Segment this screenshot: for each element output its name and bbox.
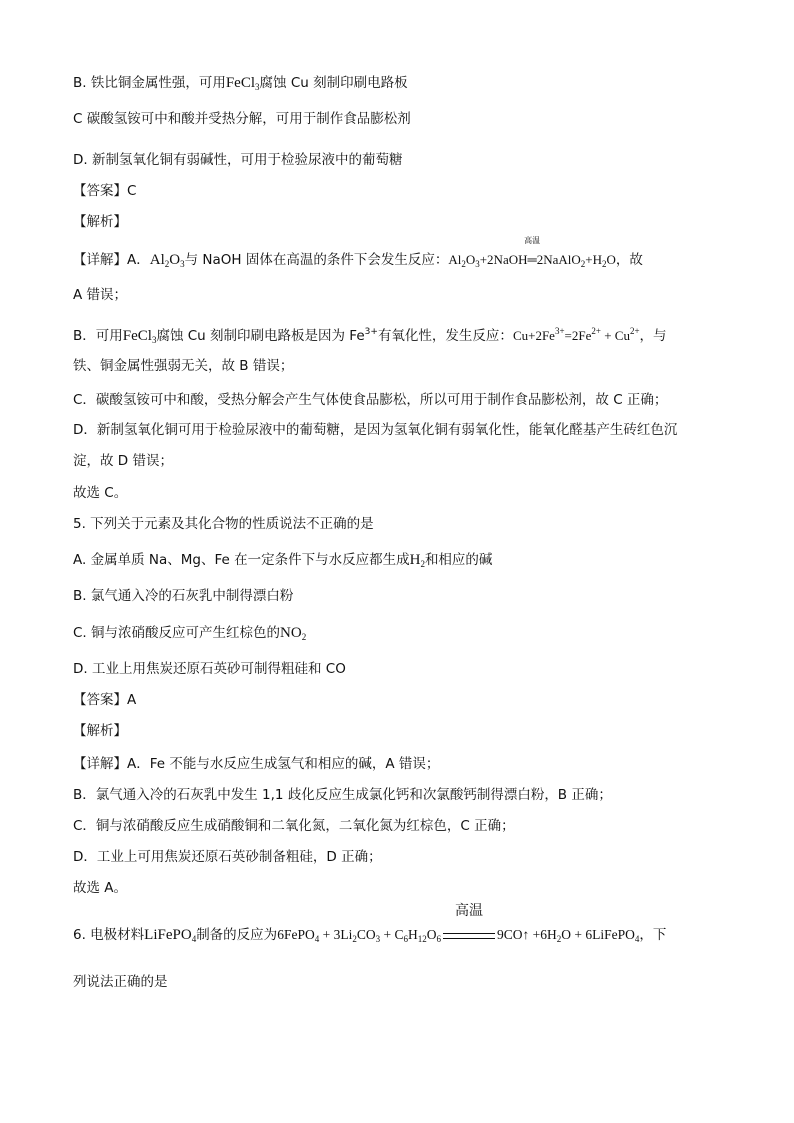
q4-option-c: C 碳酸氢铵可中和酸并受热分解，可用于制作食品膨松剂 [73,111,411,127]
q4-detail-c: C．碳酸氢铵可中和酸，受热分解会产生气体使食品膨松，所以可用于制作食品膨松剂，故 C 正确； [73,392,668,408]
q4-detail-d-cont: 淀，故 D 错误； [73,453,173,469]
q4-detail-b: B．可用FeCl$_3$腐蚀 Cu 刻制印刷电路板是因为 $Fe^{3+}$有氧化性，发生反应：$Cu+2Fe^{3+}=2Fe^{2+} + Cu^{2+}$，与 [73,326,667,345]
q4-option-b: B. 铁比铜金属性强，可用FeCl$_3$腐蚀 Cu 刻制印刷电路板 [73,75,408,92]
q4-detail-d: D．新制氢氧化铜可用于检验尿液中的葡萄糖，是因为氢氧化铜有弱氧化性，能氧化醛基产生砖红色沉 [73,422,678,438]
q4-choose: 故选 C。 [73,485,128,501]
q5-option-b: B. 氯气通入冷的石灰乳中制得漂白粉 [73,588,294,604]
q5-analysis-label: 【解析】 [73,723,127,739]
q4-option-d: D. 新制氢氧化铜有弱碱性，可用于检验尿液中的葡萄糖 [73,152,403,168]
q5-detail-b: B．氯气通入冷的石灰乳中发生 1,1 歧化反应生成氯化钙和次氯酸钙制得漂白粉，B 正确； [73,787,612,803]
q4-detail-b-cont: 铁、铜金属性强弱无关，故 B 错误； [73,358,294,374]
q6-stem: 6. 电极材料LiFePO$_4$制备的反应为6FePO$_4$ + $3Li_2CO_3 + C_6H_{12}O_6$ 高温 9CO↑ $+6H_2O$ + 6LiFePO$_4$，下 [73,904,667,944]
q5-option-c: C. 铜与浓硝酸反应可产生红棕色的$NO_2$ [73,625,307,642]
q4-answer: 【答案】C [73,183,137,199]
formula-fecl3: FeCl$_3$ [225,75,260,92]
q5-detail-d: D．工业上可用焦炭还原石英砂制备粗硅，D 正确； [73,849,382,865]
q4-analysis-label: 【解析】 [73,214,127,230]
q5-choose: 故选 A。 [73,880,128,896]
q5-detail-a: 【详解】A．Fe 不能与水反应生成氢气和相应的碱，A 错误； [73,756,440,772]
q4-detail-a-cont: A 错误； [73,287,128,303]
q4-detail-a: 【详解】A．$Al_2O_3$与 NaOH 固体在高温的条件下会发生反应：$Al_2O_3+2NaOH$ 高温 $═2NaAlO_2+H_2O$，故 [73,236,643,269]
formula-fecl3: FeCl$_3$ [122,328,157,345]
equation-cu-fe3: $Cu+2Fe^{3+}=2Fe^{2+} + Cu^{2+}$ [512,326,640,343]
formula-h2: $H_2$ [409,552,425,569]
formula-al2o3: $Al_2O_3$ [149,252,185,269]
formula-no2: $NO_2$ [280,625,307,642]
q5-option-a: A. 金属单质 Na、Mg、Fe 在一定条件下与水反应都生成$H_2$和相应的碱 [73,552,493,569]
q5-option-d: D. 工业上用焦炭还原石英砂可制得粗硅和 CO [73,661,346,677]
formula-lifepo4: LiFePO$_4$ [144,927,197,944]
equation-lifepo4-synthesis: 6FePO$_4$ + $3Li_2CO_3 + C_6H_{12}O_6$ 高温 9CO↑ $+6H_2O$ + 6LiFePO$_4$ [277,904,640,944]
q5-detail-c: C．铜与浓硝酸反应生成硝酸铜和二氧化氮，二氧化氮为红棕色，C 正确； [73,818,515,834]
equation-al2o3-naoh: $Al_2O_3+2NaOH$ 高温 $═2NaAlO_2+H_2O$ [448,236,616,269]
q5-answer: 【答案】A [73,692,137,708]
q6-stem-cont: 列说法正确的是 [73,974,168,990]
q5-stem: 5. 下列关于元素及其化合物的性质说法不正确的是 [73,516,374,532]
